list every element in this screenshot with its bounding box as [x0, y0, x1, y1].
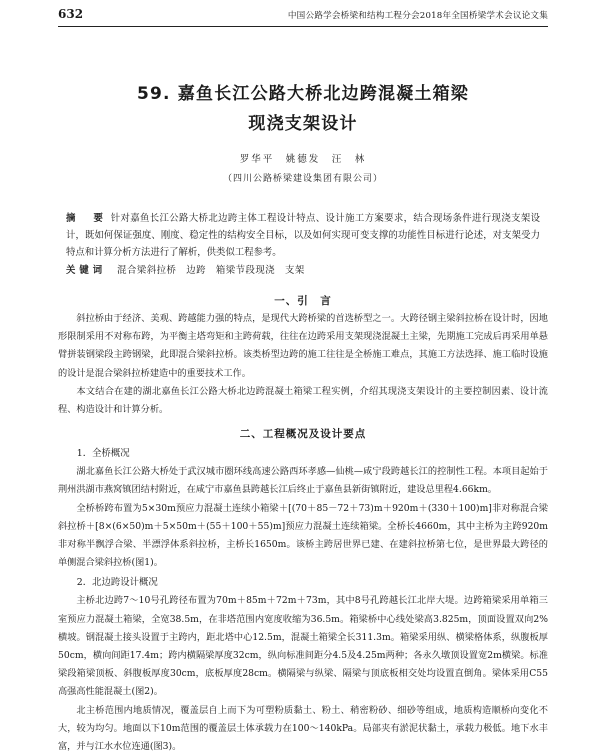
subsection-heading: 1．全桥概况 — [76, 448, 130, 460]
affiliation: （四川公路桥梁建设集团有限公司） — [222, 174, 383, 184]
paragraph: 全桥桥跨布置为5×30m预应力混凝土连续小箱梁＋[(70＋85－72＋73)m＋920m＋(330＋100)m]非对称混合梁斜拉桥＋[8×(6×50)m＋5×50m＋(55＋100＋55)m]预应力混凝土连续箱梁。全桥长4660m，其中主桥为主跨920m非对称半飘浮合梁、半漂浮体系斜拉桥，主桥长1650m。该桥主跨居世界已建、在建斜拉桥第七位，是世界最大跨径的单侧混合梁斜拉桥(图1)。 — [58, 502, 548, 569]
title-line-2: 现浇支架设计 — [248, 114, 358, 134]
keywords — [66, 263, 540, 278]
abstract-text: 针对嘉鱼长江公路大桥北边跨主体工程设计特点、设计施工方案要求，结合现场条件进行现浇支架设计，既如何保证强度、刚度、稳定性的结构安全目标，以及如何实现可变支撑的功能性目标进行论述，对支架受力特点和计算分析方法进行了解析，供类似工程参考。 — [66, 213, 540, 258]
paragraph: 主桥北边跨7～10号孔跨径布置为70m＋85m＋72m＋73m，其中8号孔跨越长江北岸大堤。边跨箱梁采用单箱三室预应力混凝土箱梁，全宽38.5m，在非塔范围内宽度收缩为36.5m。箱梁桥中心线处梁高3.825m，顶面设置双向2%横坡。钢混凝土接头设置于主跨内，距北塔中心12.5m，混凝土箱梁全长311.3m。箱梁采用纵、横梁格体系，纵腹板厚50cm，横向间距17.4m；跨内横隔梁厚度32cm，纵向标准间距分4.5及4.25m两种；各永久墩顶设置宽2m横梁。标准梁段箱梁顶板、斜腹板厚度30cm，底板厚度28cm。横隔梁与纵梁、隔梁与顶底板相交处均设置直倒角。梁体采用C55高强高性能混凝土(图2)。 — [58, 595, 548, 698]
title-line-1: 59. 嘉鱼长江公路大桥北边跨混凝土箱梁 — [136, 84, 470, 104]
page-number: 632 — [58, 7, 84, 21]
paper-title — [58, 79, 548, 139]
abstract-label: 摘 要 — [66, 213, 108, 224]
running-head — [58, 0, 548, 23]
header-rule — [58, 26, 548, 27]
subsection-heading: 2．北边跨设计概况 — [76, 577, 158, 589]
paragraph: 斜拉桥由于经济、美观、跨越能力强的特点，是现代大跨桥梁的首选桥型之一。大跨径钢主梁斜拉桥在设计时，因地形限制采用不对称布跨，为平衡主塔弯矩和主跨荷载，往往在边跨采用支架现浇混凝土主梁，先期施工完成后再采用单悬臂拼装钢梁段主跨钢梁，此即混合梁斜拉桥。该类桥型边跨的施工往往是全桥施工难点，其施工方法选择、施工临时设施的设计是混合梁斜拉桥建造中的重要技术工作。 — [58, 313, 548, 379]
keywords-label: 关键词 — [66, 265, 107, 276]
paragraph: 北主桥范围内地质情况，覆盖层自上而下为可塑粉质黏土、粉土、稍密粉砂、细砂等组成，地质构造顺桥向变化不大，较为均匀。地面以下10m范围的覆盖层土体承载力在100～140kPa。局部夹有淤泥状黏土，承载力极低。地下水丰富，并与江水水位连通(图3)。 — [58, 704, 548, 753]
journal-title: 中国公路学会桥梁和结构工程分会2018年全国桥梁学术会议论文集 — [287, 11, 548, 21]
paragraph: 本文结合在建的湖北嘉鱼长江公路大桥北边跨混凝土箱梁工程实例，介绍其现浇支架设计的主要控制因素、设计流程、构造设计和计算分析。 — [58, 385, 548, 416]
section-heading-overview: 二、工程概况及设计要点 — [239, 428, 367, 441]
authors: 罗华平 姚德发 汪 林 — [239, 154, 367, 165]
section-heading-intro: 一、引 言 — [274, 295, 332, 307]
keywords-text: 混合梁斜拉桥 边跨 箱梁节段现浇 支架 — [117, 265, 305, 276]
paragraph: 湖北嘉鱼长江公路大桥处于武汉城市圈环线高速公路西环孝感—仙桃—咸宁段跨越长江的控制性工程。本项目起始于荆州洪湖市燕窝镇团结村附近，在咸宁市嘉鱼县跨越长江后终止于嘉鱼县新街镇附近，建设总里程4.66km。 — [58, 466, 548, 496]
abstract — [66, 210, 540, 261]
